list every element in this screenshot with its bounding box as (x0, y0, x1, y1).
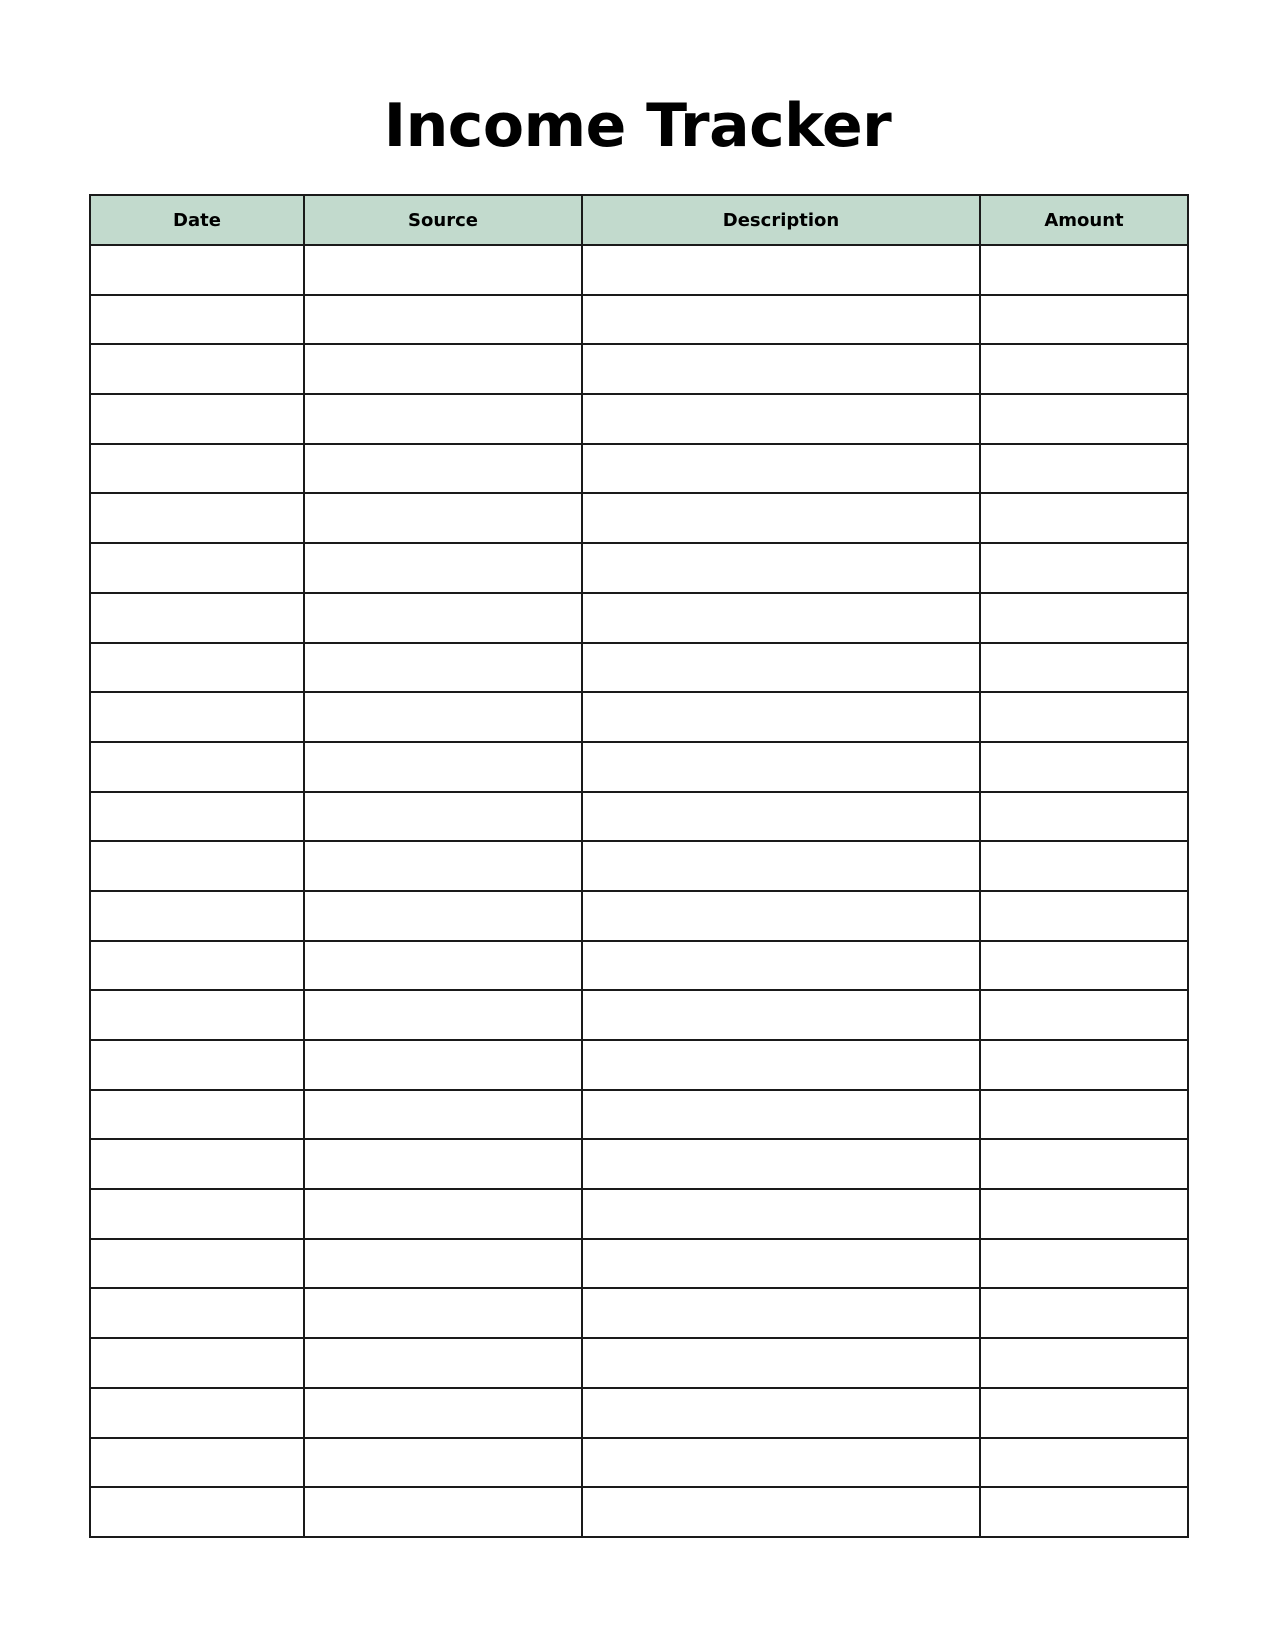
cell-description[interactable] (582, 643, 980, 693)
cell-description[interactable] (582, 1040, 980, 1090)
column-header-source: Source (304, 195, 582, 245)
table-row (90, 1288, 1188, 1338)
cell-description[interactable] (582, 1487, 980, 1537)
cell-description[interactable] (582, 891, 980, 941)
cell-description[interactable] (582, 344, 980, 394)
cell-source[interactable] (304, 1139, 582, 1189)
cell-amount[interactable] (980, 1438, 1188, 1488)
cell-description[interactable] (582, 1239, 980, 1289)
cell-amount[interactable] (980, 1388, 1188, 1438)
table-row (90, 891, 1188, 941)
income-table (89, 194, 1189, 1538)
cell-source[interactable] (304, 493, 582, 543)
cell-amount[interactable] (980, 941, 1188, 991)
cell-source[interactable] (304, 1288, 582, 1338)
cell-source[interactable] (304, 1090, 582, 1140)
cell-date[interactable] (90, 792, 304, 842)
cell-amount[interactable] (980, 1239, 1188, 1289)
table-header (90, 195, 1188, 245)
cell-date[interactable] (90, 593, 304, 643)
cell-date[interactable] (90, 245, 304, 295)
column-header-amount: Amount (980, 195, 1188, 245)
cell-amount[interactable] (980, 1090, 1188, 1140)
cell-date[interactable] (90, 543, 304, 593)
table-row (90, 990, 1188, 1040)
cell-source[interactable] (304, 543, 582, 593)
cell-date[interactable] (90, 394, 304, 444)
cell-amount[interactable] (980, 891, 1188, 941)
cell-description[interactable] (582, 1438, 980, 1488)
cell-source[interactable] (304, 990, 582, 1040)
table-row (90, 245, 1188, 295)
cell-date[interactable] (90, 1040, 304, 1090)
table-body (90, 245, 1188, 1537)
cell-description[interactable] (582, 593, 980, 643)
table-row (90, 543, 1188, 593)
cell-source[interactable] (304, 295, 582, 345)
cell-amount[interactable] (980, 1487, 1188, 1537)
cell-source[interactable] (304, 1239, 582, 1289)
cell-amount[interactable] (980, 990, 1188, 1040)
table-row (90, 1090, 1188, 1140)
cell-amount[interactable] (980, 1040, 1188, 1090)
cell-amount[interactable] (980, 593, 1188, 643)
cell-description[interactable] (582, 1388, 980, 1438)
cell-date[interactable] (90, 1388, 304, 1438)
cell-date[interactable] (90, 1139, 304, 1189)
cell-description[interactable] (582, 792, 980, 842)
table-row (90, 593, 1188, 643)
table-row (90, 1338, 1188, 1388)
cell-description[interactable] (582, 493, 980, 543)
cell-source[interactable] (304, 941, 582, 991)
cell-source[interactable] (304, 1438, 582, 1488)
cell-description[interactable] (582, 1189, 980, 1239)
table-row (90, 692, 1188, 742)
cell-source[interactable] (304, 593, 582, 643)
cell-source[interactable] (304, 1040, 582, 1090)
header-row (90, 195, 1188, 245)
cell-date[interactable] (90, 1189, 304, 1239)
cell-source[interactable] (304, 394, 582, 444)
table-row (90, 1139, 1188, 1189)
column-header-date: Date (90, 195, 304, 245)
cell-date[interactable] (90, 941, 304, 991)
cell-date[interactable] (90, 643, 304, 693)
cell-date[interactable] (90, 295, 304, 345)
cell-source[interactable] (304, 1189, 582, 1239)
table-row (90, 1239, 1188, 1289)
cell-date[interactable] (90, 692, 304, 742)
cell-amount[interactable] (980, 493, 1188, 543)
cell-description[interactable] (582, 1139, 980, 1189)
cell-description[interactable] (582, 692, 980, 742)
table-row (90, 742, 1188, 792)
cell-amount[interactable] (980, 841, 1188, 891)
cell-date[interactable] (90, 444, 304, 494)
cell-date[interactable] (90, 1487, 304, 1537)
cell-description[interactable] (582, 941, 980, 991)
cell-amount[interactable] (980, 543, 1188, 593)
cell-source[interactable] (304, 344, 582, 394)
cell-amount[interactable] (980, 394, 1188, 444)
column-header-description: Description (582, 195, 980, 245)
cell-description[interactable] (582, 841, 980, 891)
cell-source[interactable] (304, 742, 582, 792)
cell-description[interactable] (582, 1288, 980, 1338)
table-row (90, 643, 1188, 693)
cell-description[interactable] (582, 1090, 980, 1140)
cell-description[interactable] (582, 543, 980, 593)
cell-source[interactable] (304, 245, 582, 295)
cell-source[interactable] (304, 444, 582, 494)
table-row (90, 295, 1188, 345)
cell-source[interactable] (304, 1388, 582, 1438)
table-row (90, 1388, 1188, 1438)
cell-date[interactable] (90, 493, 304, 543)
cell-date[interactable] (90, 990, 304, 1040)
table-row (90, 1040, 1188, 1090)
cell-amount[interactable] (980, 1288, 1188, 1338)
cell-date[interactable] (90, 841, 304, 891)
cell-date[interactable] (90, 1438, 304, 1488)
cell-date[interactable] (90, 742, 304, 792)
cell-amount[interactable] (980, 1139, 1188, 1189)
cell-date[interactable] (90, 1090, 304, 1140)
cell-date[interactable] (90, 1288, 304, 1338)
cell-amount[interactable] (980, 295, 1188, 345)
table-row (90, 394, 1188, 444)
cell-source[interactable] (304, 792, 582, 842)
cell-date[interactable] (90, 344, 304, 394)
table-row (90, 1189, 1188, 1239)
cell-source[interactable] (304, 692, 582, 742)
table-row (90, 941, 1188, 991)
cell-date[interactable] (90, 1338, 304, 1388)
cell-description[interactable] (582, 444, 980, 494)
table-row (90, 344, 1188, 394)
cell-source[interactable] (304, 1487, 582, 1537)
table-row (90, 792, 1188, 842)
cell-source[interactable] (304, 643, 582, 693)
cell-description[interactable] (582, 245, 980, 295)
cell-amount[interactable] (980, 792, 1188, 842)
cell-amount[interactable] (980, 1338, 1188, 1388)
cell-description[interactable] (582, 1338, 980, 1388)
cell-description[interactable] (582, 990, 980, 1040)
cell-amount[interactable] (980, 344, 1188, 394)
cell-amount[interactable] (980, 444, 1188, 494)
cell-amount[interactable] (980, 643, 1188, 693)
table-row (90, 1438, 1188, 1488)
table-row (90, 841, 1188, 891)
cell-date[interactable] (90, 891, 304, 941)
cell-description[interactable] (582, 742, 980, 792)
cell-source[interactable] (304, 891, 582, 941)
cell-source[interactable] (304, 1338, 582, 1388)
cell-description[interactable] (582, 295, 980, 345)
cell-amount[interactable] (980, 1189, 1188, 1239)
cell-amount[interactable] (980, 692, 1188, 742)
page-title: Income Tracker (383, 91, 892, 161)
table-row (90, 493, 1188, 543)
cell-amount[interactable] (980, 742, 1188, 792)
table-row (90, 444, 1188, 494)
cell-date[interactable] (90, 1239, 304, 1289)
cell-description[interactable] (582, 394, 980, 444)
cell-amount[interactable] (980, 245, 1188, 295)
cell-source[interactable] (304, 841, 582, 891)
table-row (90, 1487, 1188, 1537)
